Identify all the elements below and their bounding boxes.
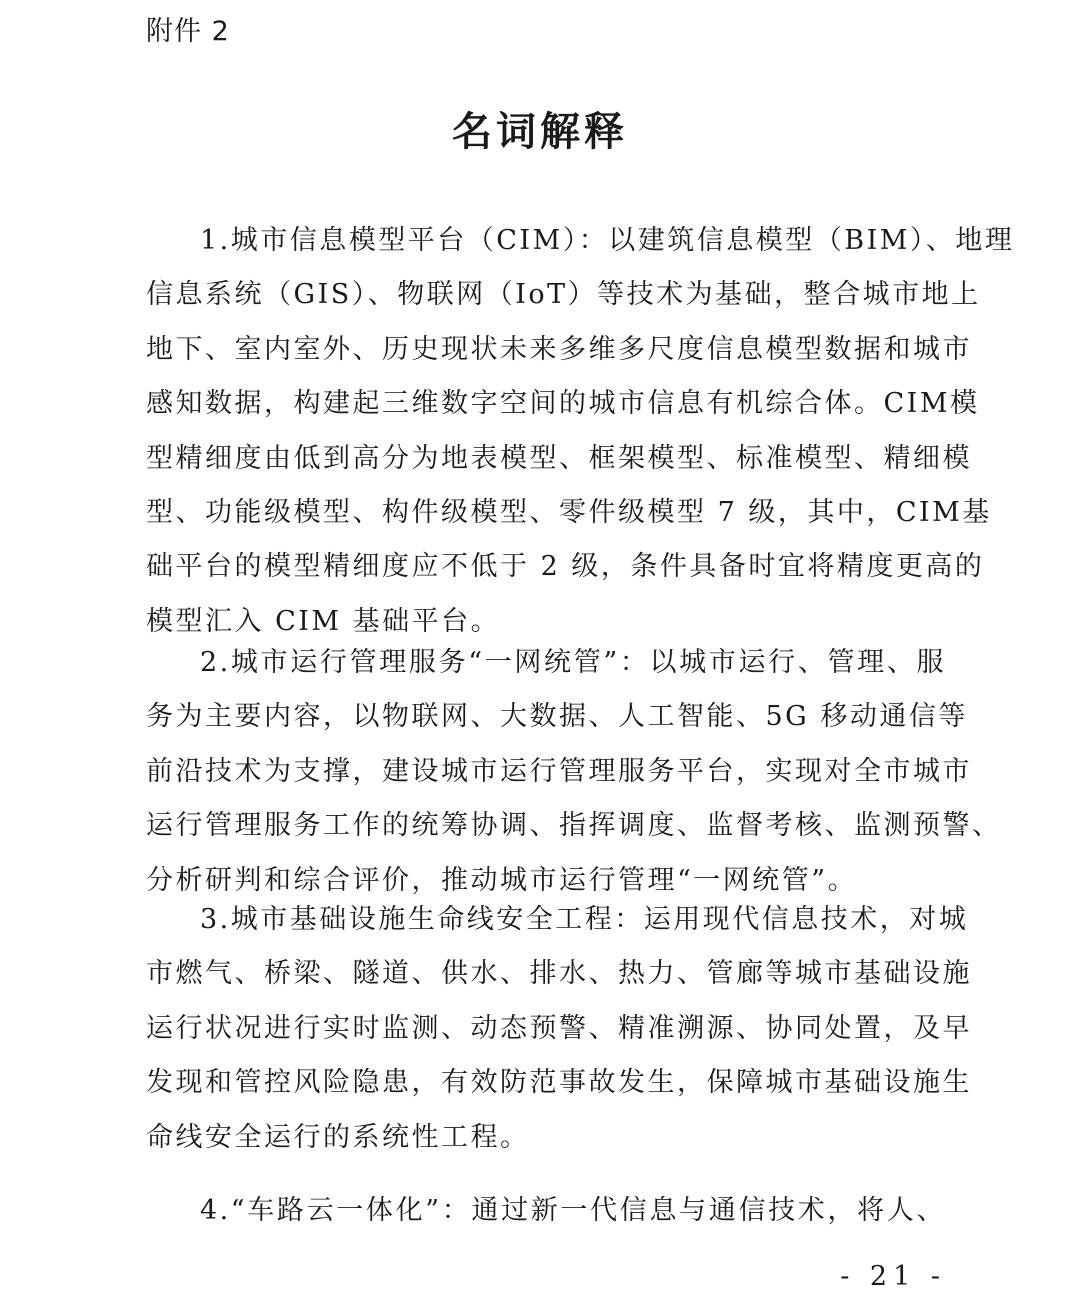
paragraph-line: 发现和管控风险隐患，有效防范事故发生，保障城市基础设施生 [146, 1067, 972, 1099]
paragraph-line: 3.城市基础设施生命线安全工程：运用现代信息技术，对城 [200, 904, 969, 935]
paragraph-line: 感知数据，构建起三维数字空间的城市信息有机综合体。CIM模 [146, 388, 980, 420]
paragraph-line: 命线安全运行的系统性工程。 [146, 1121, 530, 1153]
paragraph-line: 模型汇入 CIM 基础平台。 [146, 605, 501, 637]
paragraph-line: 型、功能级模型、构件级模型、零件级模型 7 级，其中，CIM基 [146, 496, 992, 528]
paragraph-line: 信息系统（GIS）、物联网（IoT）等技术为基础，整合城市地上 [146, 279, 981, 311]
paragraph-vehicle-road-cloud [146, 1184, 946, 1238]
paragraph-line: 运行状况进行实时监测、动态预警、精准溯源、协同处置，及早 [146, 1012, 972, 1044]
paragraph-line: 2.城市运行管理服务“一网统管”：以城市运行、管理、服 [200, 647, 946, 678]
page-number: - 21 - [840, 1261, 946, 1292]
paragraph-cim [146, 214, 1015, 649]
paragraph-line: 1.城市信息模型平台（CIM）：以建筑信息模型（BIM）、地理 [200, 225, 1015, 256]
attachment-label: 附件 2 [146, 16, 230, 47]
paragraph-line: 4.“车路云一体化”：通过新一代信息与通信技术，将人、 [200, 1195, 946, 1226]
paragraph-line: 地下、室内室外、历史现状未来多维多尺度信息模型数据和城市 [146, 333, 972, 365]
paragraph-line: 前沿技术为支撑，建设城市运行管理服务平台，实现对全市城市 [146, 755, 972, 787]
paragraph-city-operation [146, 636, 1002, 908]
paragraph-line: 分析研判和综合评价，推动城市运行管理“一网统管”。 [146, 864, 858, 896]
paragraph-line: 型精细度由低到高分为地表模型、框架模型、标准模型、精细模 [146, 442, 972, 474]
paragraph-line: 务为主要内容，以物联网、大数据、人工智能、5G 移动通信等 [146, 701, 968, 733]
paragraph-line: 运行管理服务工作的统筹协调、指挥调度、监督考核、监测预警、 [146, 810, 1002, 842]
paragraph-line: 市燃气、桥梁、隧道、供水、排水、热力、管廊等城市基础设施 [146, 958, 972, 990]
document-title: 名词解释 [452, 109, 628, 155]
paragraph-lifeline-safety [146, 893, 972, 1165]
paragraph-line: 础平台的模型精细度应不低于 2 级，条件具备时宜将精度更高的 [146, 551, 985, 583]
